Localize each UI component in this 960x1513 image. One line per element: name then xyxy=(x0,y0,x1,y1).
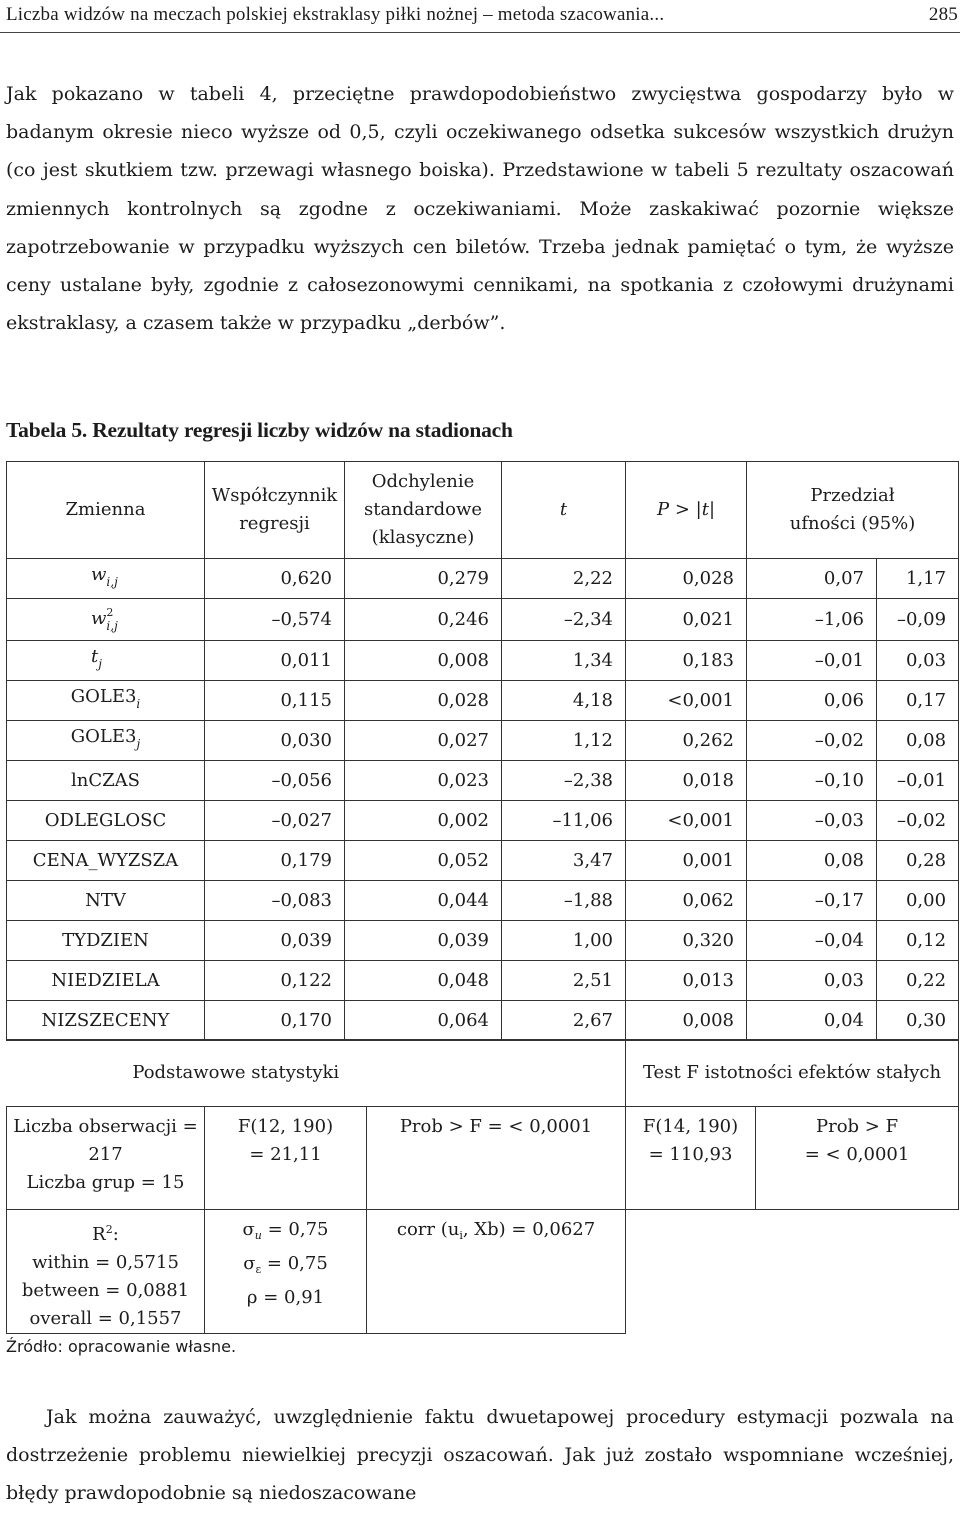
hi-cell: 0,22 xyxy=(877,961,959,1001)
coef-cell: –0,027 xyxy=(205,801,345,841)
coef-cell: 0,122 xyxy=(205,961,345,1001)
variable-cell: TYDZIEN xyxy=(7,921,205,961)
lo-cell: –0,04 xyxy=(747,921,877,961)
se-cell: 0,246 xyxy=(345,599,502,641)
corr-cell: corr ($u_i$, Xb) = 0,0627 xyxy=(367,1210,626,1334)
table-caption: Tabela 5. Rezultaty regresji liczby widzów na stadionach xyxy=(6,418,513,442)
se-cell: 0,028 xyxy=(345,681,502,721)
variable-cell: $t_j$ xyxy=(7,641,205,681)
t-cell: –1,88 xyxy=(502,881,626,921)
empty-cell-2 xyxy=(756,1210,959,1334)
regression-table xyxy=(6,461,959,1041)
coef-cell: 0,620 xyxy=(205,559,345,599)
hi-cell: –0,09 xyxy=(877,599,959,641)
p-cell: 0,183 xyxy=(626,641,747,681)
table-row xyxy=(7,761,959,801)
se-cell: 0,023 xyxy=(345,761,502,801)
variable-cell: lnCZAS xyxy=(7,761,205,801)
lo-cell: –0,02 xyxy=(747,721,877,761)
variable-cell: $GOLE3_i$ xyxy=(7,681,205,721)
se-cell: 0,044 xyxy=(345,881,502,921)
hi-cell: –0,01 xyxy=(877,761,959,801)
p-cell: 0,021 xyxy=(626,599,747,641)
table-row xyxy=(7,961,959,1001)
lo-cell: –0,17 xyxy=(747,881,877,921)
header-t: t xyxy=(502,462,626,559)
lo-cell: –0,03 xyxy=(747,801,877,841)
stats-header-row xyxy=(7,1040,959,1107)
t-cell: 1,00 xyxy=(502,921,626,961)
variable-cell: $w^2_{i,j}$ xyxy=(7,599,205,641)
coef-cell: 0,039 xyxy=(205,921,345,961)
table-header-row xyxy=(7,462,959,559)
source-note: Źródło: opracowanie własne. xyxy=(6,1337,237,1356)
t-cell: 1,34 xyxy=(502,641,626,681)
variable-cell: CENA_WYZSZA xyxy=(7,841,205,881)
hi-cell: 0,12 xyxy=(877,921,959,961)
table-row xyxy=(7,801,959,841)
coef-cell: –0,056 xyxy=(205,761,345,801)
observations-cell: Liczba obserwacji = 217 Liczba grup = 15 xyxy=(7,1107,205,1210)
lo-cell: 0,04 xyxy=(747,1001,877,1041)
header-variable: Zmienna xyxy=(7,462,205,559)
sigma-rho-cell: $\sigma_u = 0,75$ $\sigma_\varepsilon = 0,75$ ρ = 0,91 xyxy=(205,1210,367,1334)
f-fixed-effects-cell: F(14, 190) = 110,93 xyxy=(626,1107,756,1210)
p-cell: <0,001 xyxy=(626,801,747,841)
header-p-value: P > |t| xyxy=(626,462,747,559)
p-cell: 0,262 xyxy=(626,721,747,761)
table-row xyxy=(7,921,959,961)
empty-cell-1 xyxy=(626,1210,756,1334)
hi-cell: 1,17 xyxy=(877,559,959,599)
paragraph-2-text: Jak można zauważyć, uwzględnienie faktu dwuetapowej procedury estymacji pozwala na dostrzeżenie problemu niewielkiej precyzji oszacowań. Jak już zostało wspomniane wcześniej, błędy prawdopodobnie są niedoszacowane xyxy=(6,1406,954,1505)
se-cell: 0,064 xyxy=(345,1001,502,1041)
lo-cell: –0,01 xyxy=(747,641,877,681)
se-cell: 0,052 xyxy=(345,841,502,881)
hi-cell: –0,02 xyxy=(877,801,959,841)
p-cell: 0,013 xyxy=(626,961,747,1001)
table-body xyxy=(7,559,959,1041)
prob-model-cell: Prob > F = < 0,0001 xyxy=(367,1107,626,1210)
t-cell: –11,06 xyxy=(502,801,626,841)
coef-cell: 0,115 xyxy=(205,681,345,721)
table-row xyxy=(7,599,959,641)
coef-cell: 0,179 xyxy=(205,841,345,881)
t-cell: 4,18 xyxy=(502,681,626,721)
se-cell: 0,002 xyxy=(345,801,502,841)
lo-cell: 0,07 xyxy=(747,559,877,599)
variable-cell: ODLEGLOSC xyxy=(7,801,205,841)
paragraph-1: Jak pokazano w tabeli 4, przeciętne prawdopodobieństwo zwycięstwa gospodarzy było w badanym okresie nieco wyższe od 0,5, czyli oczekiwanego odsetka sukcesów wszystkich drużyn (co jest skutkiem tzw. przewagi własnego boiska). Przedstawione w tabeli 5 rezultaty oszacowań zmiennych kontrolnych są zgodne z oczekiwaniami. Może zaskakiwać pozornie większe zapotrzebowanie w przypadku wyższych cen biletów. Trzeba jednak pamiętać o tym, że wyższe ceny ustalane były, zgodnie z całosezonowymi cennikami, na spotkania z czołowymi drużynami ekstraklasy, a czasem także w przypadku „derbów”. xyxy=(6,83,954,335)
paragraph-2 xyxy=(6,1398,954,1513)
coef-cell: –0,083 xyxy=(205,881,345,921)
hi-cell: 0,17 xyxy=(877,681,959,721)
variable-cell: $GOLE3_j$ xyxy=(7,721,205,761)
se-cell: 0,008 xyxy=(345,641,502,681)
variable-cell: NTV xyxy=(7,881,205,921)
coef-cell: 0,011 xyxy=(205,641,345,681)
page-number: 285 xyxy=(928,4,958,25)
running-head-title: Liczba widzów na meczach polskiej ekstraklasy piłki nożnej – metoda szacowania... xyxy=(6,4,665,25)
header-coefficient: Współczynnik regresji xyxy=(205,462,345,559)
f-model-cell: F(12, 190) = 21,11 xyxy=(205,1107,367,1210)
variable-cell: NIZSZECENY xyxy=(7,1001,205,1041)
t-cell: 2,51 xyxy=(502,961,626,1001)
lo-cell: –1,06 xyxy=(747,599,877,641)
se-cell: 0,039 xyxy=(345,921,502,961)
prob-fixed-effects-cell: Prob > F = < 0,0001 xyxy=(756,1107,959,1210)
stats-row-f xyxy=(7,1107,959,1210)
summary-statistics-table xyxy=(6,1039,959,1334)
t-cell: 2,22 xyxy=(502,559,626,599)
header-rule xyxy=(0,32,960,33)
t-cell: 3,47 xyxy=(502,841,626,881)
running-head xyxy=(6,4,958,28)
hi-cell: 0,28 xyxy=(877,841,959,881)
lo-cell: 0,06 xyxy=(747,681,877,721)
table-row xyxy=(7,841,959,881)
lo-cell: 0,03 xyxy=(747,961,877,1001)
r-squared-cell: $R^2$: within = 0,5715 between = 0,0881 overall = 0,1557 xyxy=(7,1210,205,1334)
coef-cell: 0,030 xyxy=(205,721,345,761)
t-cell: –2,34 xyxy=(502,599,626,641)
coef-cell: –0,574 xyxy=(205,599,345,641)
ftest-title: Test F istotności efektów stałych xyxy=(626,1040,959,1107)
p-cell: 0,018 xyxy=(626,761,747,801)
hi-cell: 0,08 xyxy=(877,721,959,761)
lo-cell: 0,08 xyxy=(747,841,877,881)
se-cell: 0,027 xyxy=(345,721,502,761)
p-cell: 0,028 xyxy=(626,559,747,599)
p-cell: 0,008 xyxy=(626,1001,747,1041)
coef-cell: 0,170 xyxy=(205,1001,345,1041)
header-confidence-interval: Przedział ufności (95%) xyxy=(747,462,959,559)
p-cell: <0,001 xyxy=(626,681,747,721)
hi-cell: 0,03 xyxy=(877,641,959,681)
table-row xyxy=(7,721,959,761)
p-cell: 0,062 xyxy=(626,881,747,921)
variable-cell: $w_{i,j}$ xyxy=(7,559,205,599)
p-cell: 0,320 xyxy=(626,921,747,961)
t-cell: 1,12 xyxy=(502,721,626,761)
table-row xyxy=(7,1001,959,1041)
basic-stats-title: Podstawowe statystyki xyxy=(7,1040,626,1107)
lo-cell: –0,10 xyxy=(747,761,877,801)
hi-cell: 0,00 xyxy=(877,881,959,921)
stats-row-r2 xyxy=(7,1210,959,1334)
se-cell: 0,048 xyxy=(345,961,502,1001)
p-cell: 0,001 xyxy=(626,841,747,881)
se-cell: 0,279 xyxy=(345,559,502,599)
variable-cell: NIEDZIELA xyxy=(7,961,205,1001)
table-row xyxy=(7,559,959,599)
t-cell: 2,67 xyxy=(502,1001,626,1041)
header-std-error: Odchylenie standardowe (klasyczne) xyxy=(345,462,502,559)
table-row xyxy=(7,881,959,921)
table-row xyxy=(7,681,959,721)
table-row xyxy=(7,641,959,681)
hi-cell: 0,30 xyxy=(877,1001,959,1041)
t-cell: –2,38 xyxy=(502,761,626,801)
